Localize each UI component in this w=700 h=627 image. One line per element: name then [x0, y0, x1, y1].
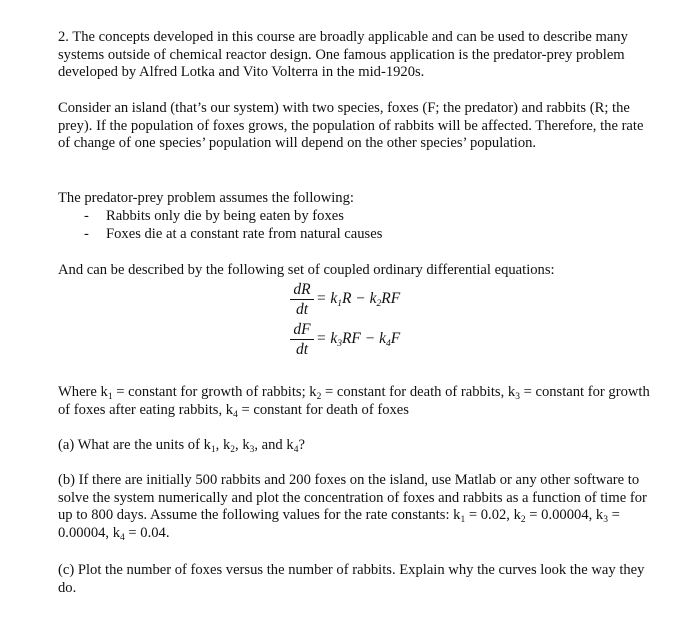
intro-paragraph: 2. The concepts developed in this course are broadly applicable and can be used to describe many systems outside of chemical reactor design. One famous application is the predator-prey problem developed by Alfred Lotka and Vito Volterra in the mid-1920s. [58, 29, 628, 81]
rhs-text: = k [316, 290, 338, 307]
assumption-text: Foxes die at a constant rate from natural causes [106, 225, 383, 242]
rhs-text: RF [381, 290, 401, 307]
list-item [84, 226, 382, 244]
island-paragraph: Consider an island (that’s our system) with two species, foxes (F; the predator) and rabbits (R; the prey). If the population of foxes grows, the population of rabbits will be affected. Therefore, the rate of change of one species’ population will depend on the other species’ population. [58, 100, 644, 152]
part-b: (b) If there are initially 500 rabbits and 200 foxes on the island, use Matlab or any other software to solve the system numerically and plot the concentration of foxes and rabbits as a function of time for up to 800 days. Assume the following values for the rate constants: $k_1 = 0.02$, $k_2 = 0.00004$, $k_3 = 0.00004$, $k_4 = 0.04$. [58, 472, 647, 543]
part-c: (c) Plot the number of foxes versus the number of rabbits. Explain why the curves look the way they do. [58, 562, 645, 596]
part-a: (a) What are the units of $k_1$, $k_2$, $k_3$, and $k_4$? [58, 437, 305, 455]
bullet-dash: - [84, 208, 89, 224]
rhs-subscript: 3 [337, 339, 342, 349]
fraction-denominator: dt [295, 341, 309, 358]
list-item [84, 208, 382, 226]
assumptions-list [84, 208, 382, 243]
derivative-fraction [290, 321, 314, 358]
rhs-text: RF − k [341, 330, 386, 347]
rhs-text: R − k [341, 290, 377, 307]
rhs-text: = k [316, 330, 338, 347]
fraction-numerator: dR [293, 281, 311, 298]
fraction-numerator: dF [293, 321, 311, 338]
equation-rhs [316, 330, 400, 348]
rhs-subscript: 4 [386, 339, 391, 349]
equation-rhs [316, 290, 400, 308]
rhs-subscript: 1 [337, 299, 342, 309]
rhs-text: F [390, 330, 401, 347]
rhs-subscript: 2 [376, 299, 382, 309]
equations-lead: And can be described by the following set of coupled ordinary differential equations: [58, 262, 555, 278]
derivative-fraction [290, 281, 314, 318]
assumptions-lead: The predator-prey problem assumes the following: [58, 190, 354, 206]
constants-definition: Where $k_1$ = constant for growth of rabbits; $k_2$ = constant for death of rabbits, $k_3$ = constant for growth of foxes after eating rabbits, $k_4$ = constant for death of foxes [58, 384, 650, 420]
fraction-denominator: dt [295, 301, 309, 318]
assumption-text: Rabbits only die by being eaten by foxes [106, 208, 344, 224]
bullet-dash: - [84, 225, 89, 242]
